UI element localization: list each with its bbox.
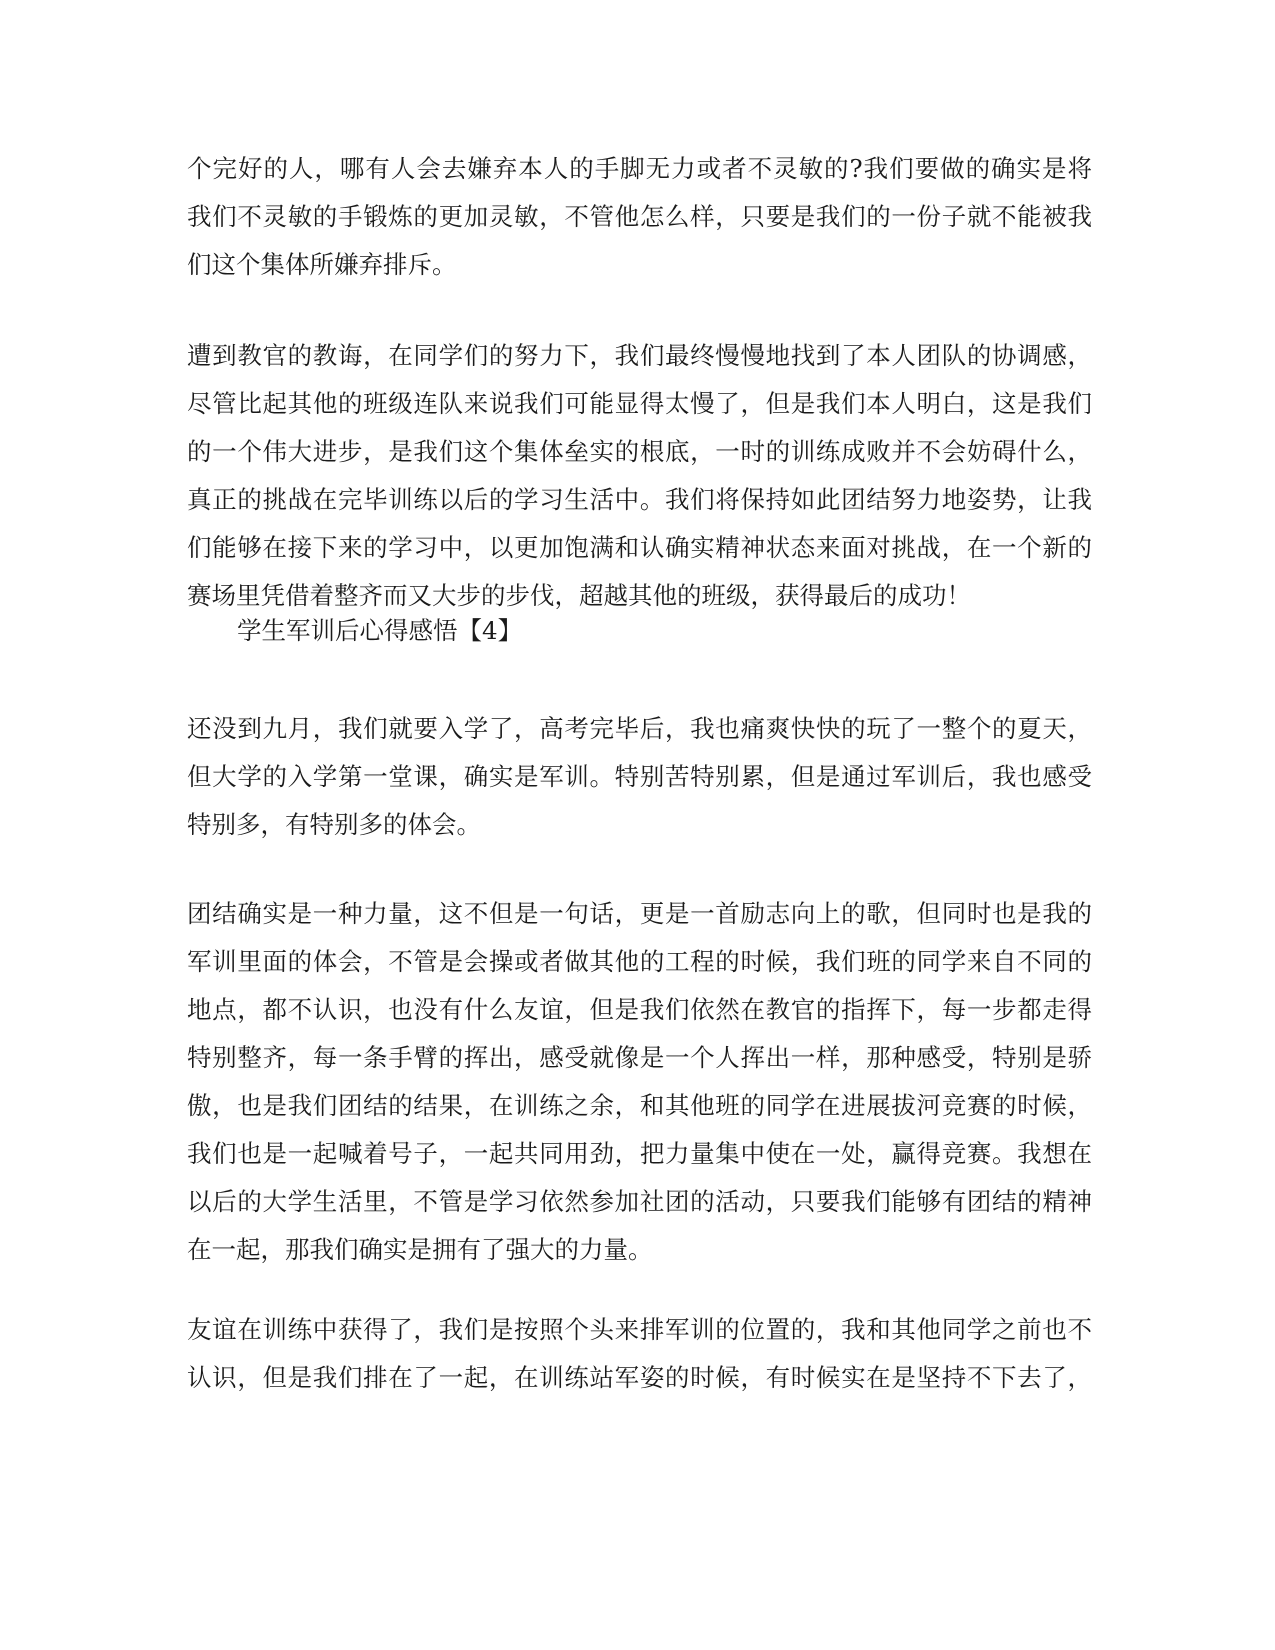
text-line: 个完好的人，哪有人会去嫌弃本人的手脚无力或者不灵敏的?我们要做的确实是将 — [187, 154, 1092, 183]
text-line: 地点，都不认识，也没有什么友谊，但是我们依然在教官的指挥下，每一步都走得 — [187, 995, 1092, 1024]
section-heading — [237, 607, 1142, 655]
text-line: 真正的挑战在完毕训练以后的学习生活中。我们将保持如此团结努力地姿势，让我 — [187, 485, 1092, 514]
paragraph-3 — [187, 705, 1092, 849]
paragraph-4 — [187, 890, 1092, 1274]
text-line: 特别多，有特别多的体会。 — [187, 810, 481, 839]
text-line: 遭到教官的教诲，在同学们的努力下，我们最终慢慢地找到了本人团队的协调感， — [187, 341, 1092, 370]
text-line: 尽管比起其他的班级连队来说我们可能显得太慢了，但是我们本人明白，这是我们 — [187, 389, 1092, 418]
text-line: 们能够在接下来的学习中，以更加饱满和认确实精神状态来面对挑战，在一个新的 — [187, 533, 1092, 562]
text-line: 傲，也是我们团结的结果，在训练之余，和其他班的同学在进展拔河竞赛的时候， — [187, 1091, 1092, 1120]
text-line: 军训里面的体会，不管是会操或者做其他的工程的时候，我们班的同学来自不同的 — [187, 947, 1092, 976]
text-line: 但大学的入学第一堂课，确实是军训。特别苦特别累，但是通过军训后，我也感受 — [187, 762, 1092, 791]
text-line: 我们不灵敏的手锻炼的更加灵敏，不管他怎么样，只要是我们的一份子就不能被我 — [187, 202, 1092, 231]
text-line: 团结确实是一种力量，这不但是一句话，更是一首励志向上的歌，但同时也是我的 — [187, 899, 1092, 928]
text-line: 认识，但是我们排在了一起，在训练站军姿的时候，有时候实在是坚持不下去了， — [187, 1363, 1092, 1392]
text-line: 友谊在训练中获得了，我们是按照个头来排军训的位置的，我和其他同学之前也不 — [187, 1315, 1092, 1344]
text-line: 们这个集体所嫌弃排斥。 — [187, 250, 457, 279]
section-heading-text: 学生军训后心得感悟【4】 — [237, 616, 523, 645]
paragraph-5 — [187, 1306, 1092, 1402]
text-line: 还没到九月，我们就要入学了，高考完毕后，我也痛爽快快的玩了一整个的夏天， — [187, 714, 1092, 743]
text-line: 以后的大学生活里，不管是学习依然参加社团的活动，只要我们能够有团结的精神 — [187, 1187, 1092, 1216]
text-line: 我们也是一起喊着号子，一起共同用劲，把力量集中使在一处，赢得竞赛。我想在 — [187, 1139, 1092, 1168]
paragraph-1 — [187, 145, 1092, 289]
text-line: 在一起，那我们确实是拥有了强大的力量。 — [187, 1235, 653, 1264]
text-line: 的一个伟大进步，是我们这个集体垒实的根底，一时的训练成败并不会妨碍什么， — [187, 437, 1092, 466]
text-line: 特别整齐，每一条手臂的挥出，感受就像是一个人挥出一样，那种感受，特别是骄 — [187, 1043, 1092, 1072]
text-line: 赛场里凭借着整齐而又大步的步伐，超越其他的班级，获得最后的成功！ — [187, 581, 971, 610]
paragraph-2 — [187, 332, 1092, 620]
